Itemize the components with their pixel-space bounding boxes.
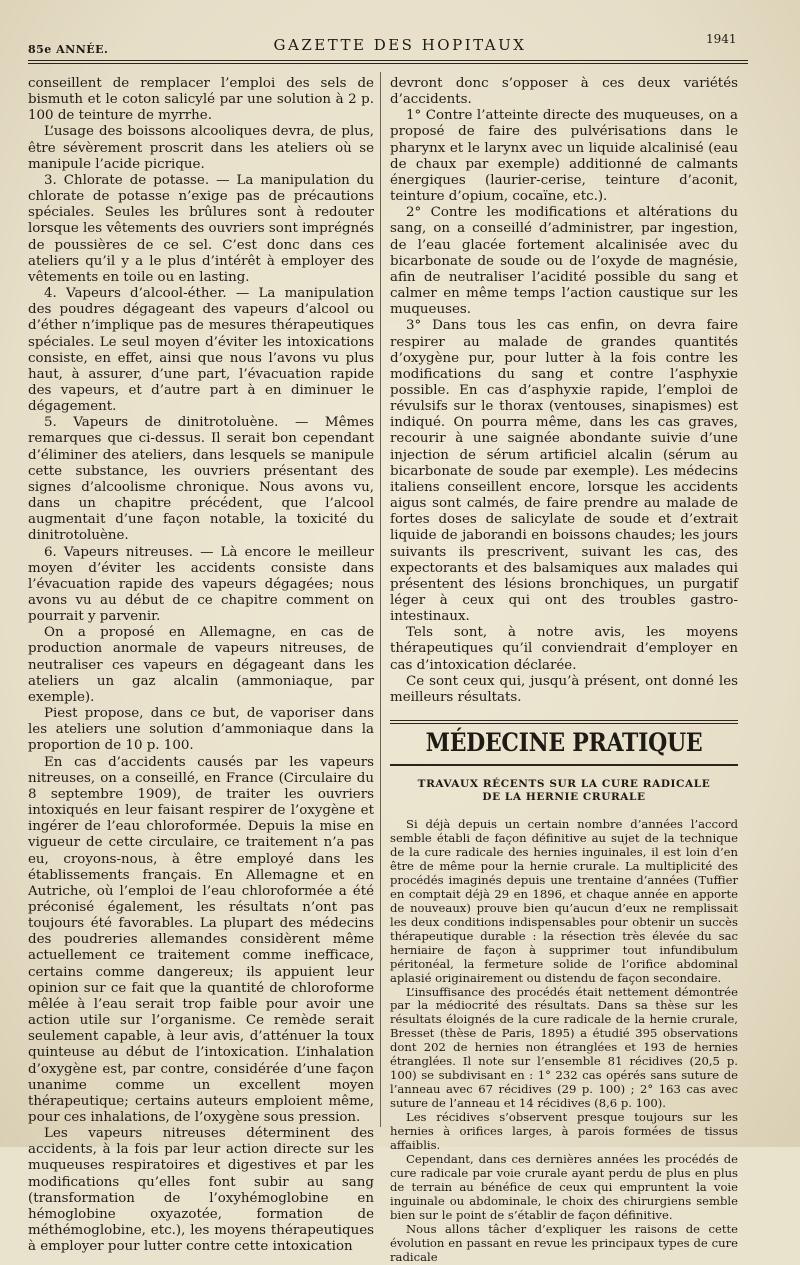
paragraph: Piest propose, dans ce but, de vaporiser dans les ateliers une solution d’ammoniaque dans la proportion de 10 p. 100.: [28, 706, 374, 754]
article-title-line-2: DE LA HERNIE CRURALE: [482, 791, 646, 804]
paragraph: 3. Chlorate de potasse. — La manipulation du chlorate de potasse n’exige pas de précautions spéciales. Seules les brûlures sont à redouter lorsque les vêtements des ouvriers sont imprégnés de poussières de ce sel. C’est donc dans ces ateliers qu’il y a le plus d’intérêt à employer des vêtements en toile ou en lasting.: [28, 172, 374, 285]
paragraph: Si déjà depuis un certain nombre d’années l’accord semble établi de façon définitive au sujet de la technique de la cure radicale des hernies inguinales, il est loin d’en être de même pour la hernie crurale. La multiplicité des procédés imaginés depuis une trentaine d’années (Tuffier en comptait déjà 29 en 1896, et chaque année en apporte de nouveaux) prouve bien qu’aucun d’eux ne remplissait les deux conditions indispensables pour obtenir un succès thérapeutique durable : la résection très élevée du sac herniaire de façon à supprimer tout infundibulum péritonéal, la fermeture solide de l’orifice abdominal aplasié originairement ou distendu de façon secondaire.: [390, 817, 738, 985]
paragraph: devront donc s’opposer à ces deux variétés d’accidents.: [390, 76, 738, 108]
paragraph: Cependant, dans ces dernières années les procédés de cure radicale par voie crurale ayant perdu de plus en plus de terrain au bénéfice de ceux qui empruntent la voie inguinale ou abdominale, le choix des chirurgiens semble bien sur le point de s’établir de façon définitive.: [390, 1151, 738, 1222]
paragraph: conseillent de remplacer l’emploi des sels de bismuth et le coton salicylé par une solution à 2 p. 100 de teinture de myrrhe.: [28, 76, 374, 124]
paragraph: L’insuffisance des procédés était nettement démontrée par la médiocrité des résultats. Dans sa thèse sur les résultats éloignés de la cure radicale de la hernie crurale, Bresset (thèse de Paris, 1895) a étudié 395 observations dont 202 de hernies non étranglées et 193 de hernies étranglées. Il note sur l’ensemble 81 récidives (20,5 p. 100) se subdivisant en : 1° 232 cas opérés sans suture de l’anneau avec 67 récidives (29 p. 100) ; 2° 163 cas avec suture de l’anneau et 14 récidives (8,6 p. 100).: [390, 984, 738, 1111]
paragraph: L’usage des boissons alcooliques devra, de plus, être sévèrement proscrit dans les ateliers où se manipule l’acide picrique.: [28, 124, 374, 172]
journal-title: GAZETTE DES HOPITAUX: [273, 36, 527, 54]
issue-year: 85e ANNÉE.: [28, 43, 109, 56]
header-rule-top: [28, 60, 748, 61]
left-column: [28, 76, 374, 1255]
paragraph: 6. Vapeurs nitreuses. — Là encore le meilleur moyen d’éviter les accidents consiste dans l’évacuation rapide des vapeurs dégagées; nous avons vu au début de ce chapitre comment on pourrait y parvenir.: [28, 544, 374, 625]
section-rule-bottom: [390, 764, 738, 766]
paragraph: Les vapeurs nitreuses déterminent des accidents, à la fois par leur action directe sur les muqueuses respiratoires et digestives et par les modifications qu’elles font subir au sang (transformation de l’oxyhémoglobine en hémoglobine oxyazotée, formation de méthémoglobine, etc.), les moyens thérapeutiques à employer pour lutter contre cette intoxication: [28, 1126, 374, 1255]
paragraph: 5. Vapeurs de dinitrotoluène. — Mêmes remarques que ci-dessus. Il serait bon cependant d’éliminer des ateliers, dans lesquels se manipule cette substance, les ouvriers présentant des signes d’alcoolisme chronique. Nous avons vu, dans un chapitre précédent, que l’alcool augmentait d’une façon notable, la toxicité du dinitrotoluène.: [28, 415, 374, 544]
article-title: [390, 778, 738, 804]
column-divider: [380, 72, 381, 1127]
header-rule-bottom: [28, 63, 748, 64]
section-rule-top: [390, 720, 738, 721]
paragraph: 4. Vapeurs d’alcool-éther. — La manipulation des poudres dégageant des vapeurs d’alcool ou d’éther n’implique pas de mesures thérapeutiques spéciales. Le seul moyen d’éviter les intoxications consiste, en effet, ainsi que nous l’avons vu plus haut, à assurer, d’une part, l’évacuation rapide des vapeurs, et d’autre part à en diminuer le dégagement.: [28, 286, 374, 415]
paragraph: 3° Dans tous les cas enfin, on devra faire respirer au malade de grandes quantités d’oxygène pur, pour lutter à la fois contre les modifications du sang et contre l’asphyxie possible. En cas d’asphyxie rapide, l’emploi de révulsifs sur le thorax (ventouses, sinapismes) est indiqué. On pourra même, dans les cas graves, recourir à une saignée abondante suivie d’une injection de sérum artificiel alcalin (sérum au bicarbonate de soude par exemple). Les médecins italiens conseillent encore, lorsque les accidents aigus sont calmés, de faire prendre au malade de fortes doses de salicylate de soude et d’extrait liquide de jaborandi en boissons chaudes; les jours suivants ils prescrivent, suivant les cas, des expectorants et des balsamiques aux malades qui présentent des lésions bronchiques, un purgatif léger à ceux qui ont des troubles gastro-intestinaux.: [390, 318, 738, 625]
paragraph: On a proposé en Allemagne, en cas de production anormale de vapeurs nitreuses, de neutraliser ces vapeurs en dégageant dans les ateliers un gaz alcalin (ammoniaque, par exemple).: [28, 625, 374, 705]
article-body: [390, 818, 738, 1265]
right-column: [390, 76, 738, 1265]
paragraph: 2° Contre les modifications et altérations du sang, on a conseillé d’administrer, par ingestion, de l’eau glacée fortement alcalinisée avec du bicarbonate de soude ou de l’oxyde de magnésie, afin de neutraliser l’acidité possible du sang et calmer en même temps l’action caustique sur les muqueuses.: [390, 205, 738, 318]
paragraph: Nous allons tâcher d’expliquer les raisons de cette évolution en passant en revue les principaux types de cure radicale: [390, 1221, 738, 1264]
section-title: MÉDECINE PRATIQUE: [425, 728, 703, 759]
paragraph: Ce sont ceux qui, jusqu’à présent, ont donné les meilleurs résultats.: [390, 673, 738, 705]
article-title-line-1: TRAVAUX RÉCENTS SUR LA CURE RADICALE: [417, 778, 711, 791]
paragraph: 1° Contre l’atteinte directe des muqueuses, on a proposé de faire des pulvérisations dans le pharynx et le larynx avec un liquide alcalinisé (eau de chaux par exemple) additionné de calmants énergiques (laurier-cerise, teinture d’aconit, teinture d’opium, cocaïne, etc.).: [390, 108, 738, 205]
paragraph: Les récidives s’observent presque toujours sur les hernies à orifices larges, à parois formées de tissus affaiblis.: [390, 1110, 738, 1153]
page-number: 1941: [706, 32, 737, 46]
paragraph: Tels sont, à notre avis, les moyens thérapeutiques qu’il conviendrait d’employer en cas d’intoxication déclarée.: [390, 625, 738, 673]
section-rule-top-2: [390, 723, 738, 724]
paragraph: En cas d’accidents causés par les vapeurs nitreuses, on a conseillé, en France (Circulaire du 8 septembre 1909), de traiter les ouvriers intoxiqués en leur faisant respirer de l’oxygène et ingérer de l’eau chloroformée. Depuis la mise en vigueur de cette circulaire, ce traitement n’a pas eu, croyons-nous, à être employé dans les établissements français. En Allemagne et en Autriche, où l’emploi de l’eau chloroformée a été préconisé également, les résultats n’ont pas toujours été favorables. La plupart des médecins des poudreries allemandes considèrent même actuellement ce traitement comme inefficace, certains comme dangereux; ils appuient leur opinion sur ce fait que la quantité de chloroforme mêlée à l’eau serait trop faible pour avoir une action utile sur l’organisme. Ce remède serait seulement capable, à leur avis, d’atténuer la toux quinteuse au début de l’intoxication. L’inhalation d’oxygène est, par contre, considérée d’une façon unanime comme un excellent moyen thérapeutique; certains auteurs emploient même, pour ces inhalations, de l’oxygène sous pression.: [28, 754, 374, 1125]
